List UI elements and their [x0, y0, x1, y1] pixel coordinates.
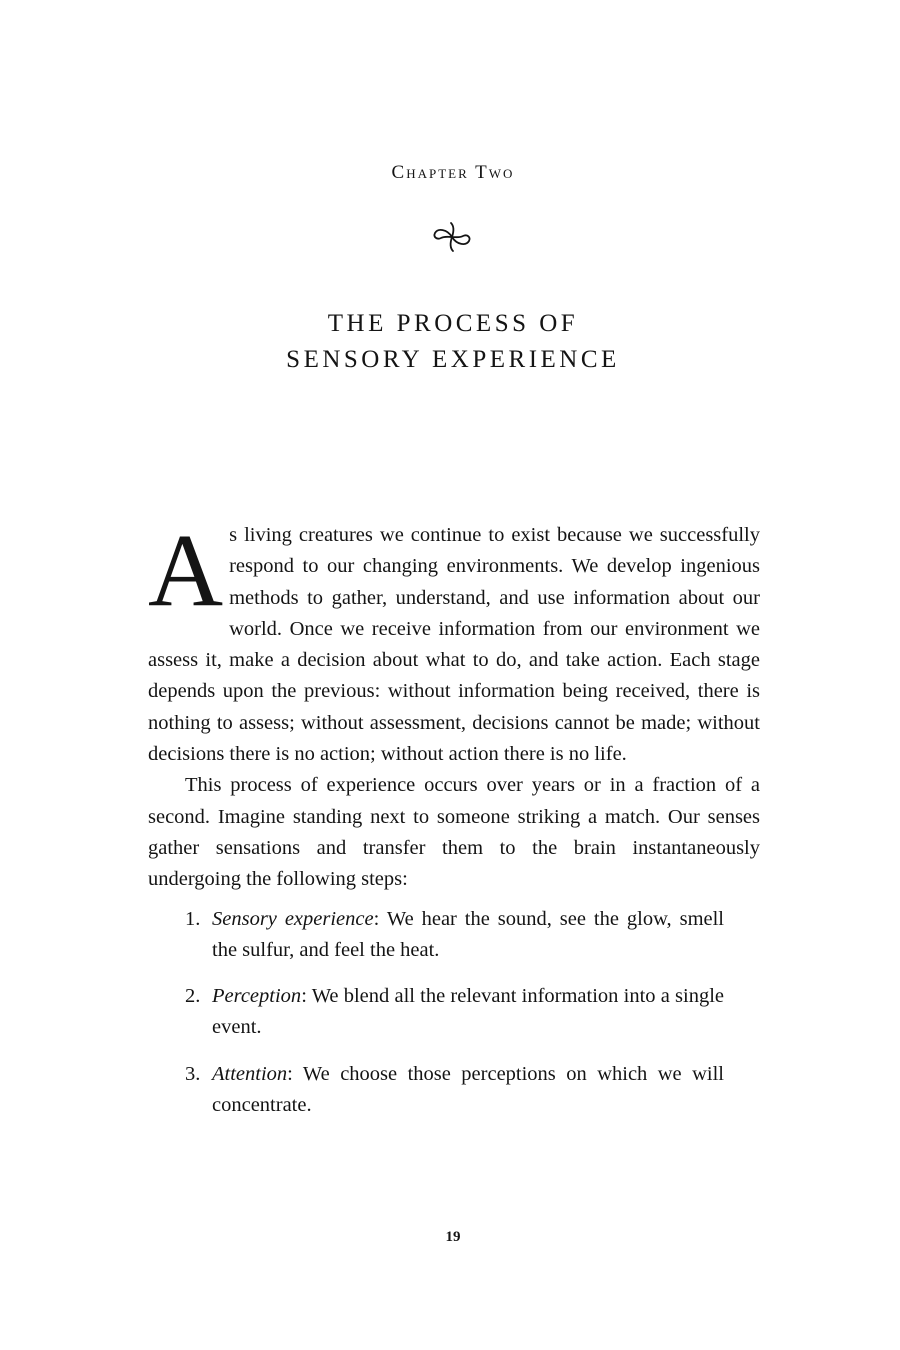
- step-term: Attention: [212, 1062, 288, 1085]
- step-number: 3.: [185, 1062, 201, 1085]
- paragraph-1: [148, 513, 760, 770]
- drop-cap: A: [148, 513, 224, 628]
- body-text: [148, 513, 760, 1136]
- chapter-title: [0, 306, 900, 378]
- step-text: : We choose those perceptions on which we will concentrate.: [212, 1062, 724, 1117]
- list-item: [148, 904, 760, 967]
- steps-list: [148, 904, 760, 1122]
- chapter-title-line-2: SENSORY EXPERIENCE: [286, 346, 620, 373]
- paragraph-2: This process of experience occurs over years or in a fraction of a second. Imagine standing next to someone striking a match. Our senses gather sensations and transfer them to the brain instantaneously undergoing the following steps:: [148, 774, 760, 891]
- chapter-title-line-1: THE PROCESS OF: [327, 310, 579, 337]
- paragraph-1-text: s living creatures we continue to exist because we successfully respond to our changing environments. We develop ingenious methods to gather, understand, and use information about our world. Once we receive information from our environment we assess it, make a decision about what to do, and take action. Each stage depends upon the previous: without information being received, there is nothing to assess; without assessment, decisions cannot be made; without decisions there is no action; without action there is no life.: [148, 524, 760, 766]
- step-number: 2.: [185, 985, 201, 1008]
- step-text: : We hear the sound, see the glow, smell the sulfur, and feel the heat.: [212, 907, 725, 961]
- step-term: Sensory experience: [212, 907, 374, 930]
- page-number: 19: [445, 1229, 461, 1245]
- chapter-label: Chapter Two: [391, 162, 515, 183]
- fleuron-ornament-icon: [429, 220, 475, 254]
- list-item: [148, 981, 760, 1044]
- step-term: Perception: [212, 985, 302, 1008]
- list-item: [148, 1059, 760, 1122]
- step-text: : We blend all the relevant information into a single event.: [212, 985, 724, 1039]
- step-number: 1.: [185, 907, 201, 930]
